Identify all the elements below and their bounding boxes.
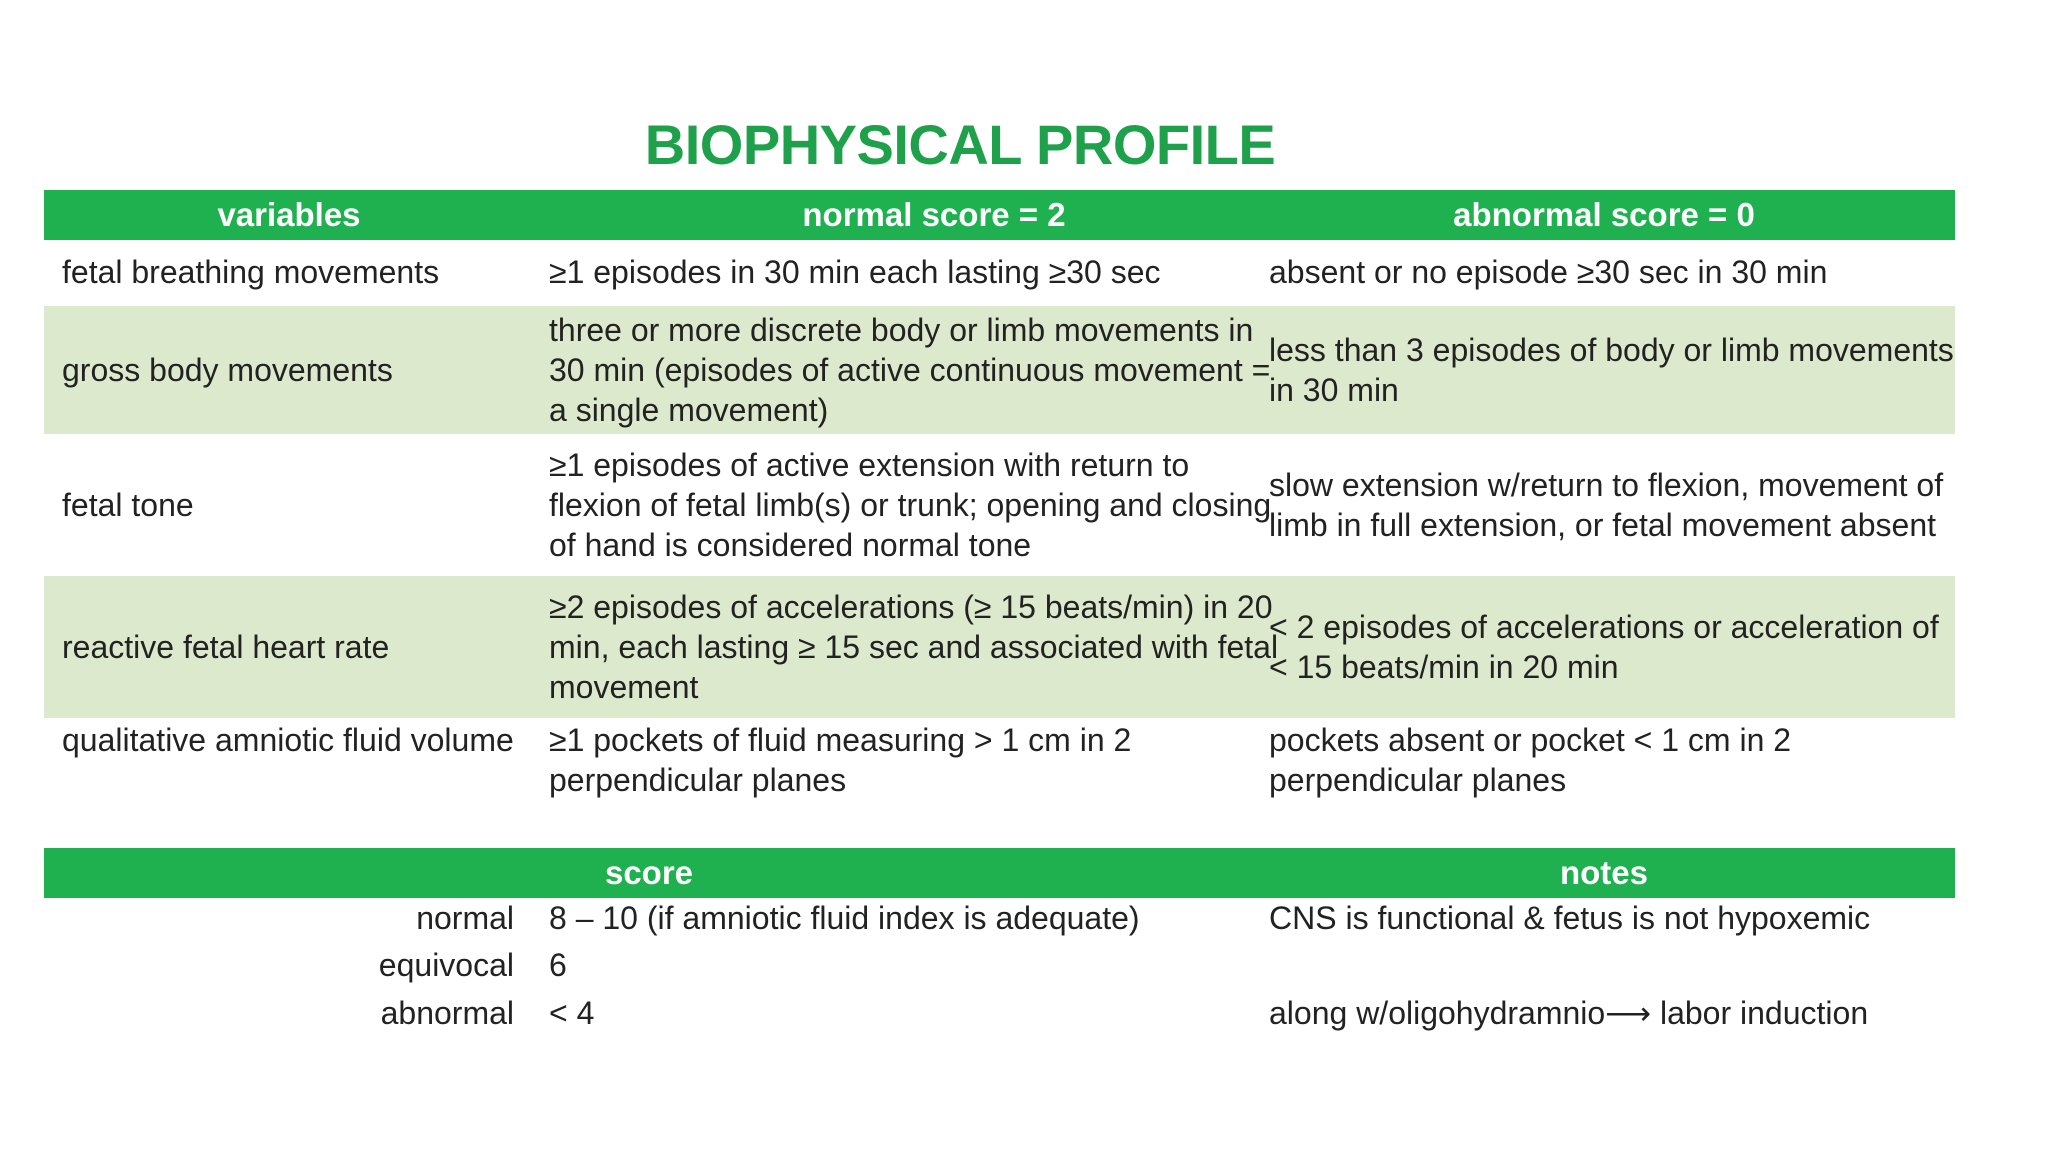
variable-cell: reactive fetal heart rate — [62, 629, 390, 665]
table-header — [44, 190, 1955, 240]
abnormal-cell: absent or no episode ≥30 sec in 30 min — [1269, 254, 1828, 290]
table-row — [44, 720, 1955, 810]
normal-cell: three or more discrete body or limb movements in 30 min (episodes of active continuous movement = a single movement) — [549, 312, 1271, 428]
normal-cell: ≥1 episodes of active extension with return to flexion of fetal limb(s) or trunk; opening and closing of hand is considered normal tone — [549, 447, 1272, 563]
normal-cell: ≥2 episodes of accelerations (≥ 15 beats/min) in 20 min, each lasting ≥ 15 sec and associated with fetal movement — [549, 589, 1279, 705]
abnormal-cell: pockets absent or pocket < 1 cm in 2 perpendicular planes — [1269, 722, 1792, 798]
variable-cell: fetal tone — [62, 487, 194, 523]
table-row — [44, 306, 1955, 434]
variable-cell: qualitative amniotic fluid volume — [62, 722, 514, 758]
abnormal-cell: less than 3 episodes of body or limb movements in 30 min — [1269, 332, 1954, 408]
table-row — [44, 242, 1955, 302]
abnormal-cell: < 2 episodes of accelerations or acceleration of < 15 beats/min in 20 min — [1269, 609, 1939, 685]
normal-cell: ≥1 pockets of fluid measuring > 1 cm in 2 perpendicular planes — [549, 722, 1132, 798]
header-notes: notes — [1559, 854, 1648, 891]
abnormal-cell: slow extension w/return to flexion, movement of limb in full extension, or fetal movement absent — [1269, 467, 1944, 543]
header-normal-score: normal score = 2 — [802, 196, 1066, 233]
table-row — [44, 440, 1955, 570]
score-note: CNS is functional & fetus is not hypoxemic — [1269, 900, 1871, 936]
header-score: score — [604, 854, 694, 891]
table-row — [44, 576, 1955, 718]
score-label: normal — [416, 900, 514, 936]
score-value: 8 – 10 (if amniotic fluid index is adequate) — [549, 900, 1140, 936]
variable-cell: gross body movements — [62, 352, 393, 388]
variable-cell: fetal breathing movements — [62, 254, 440, 290]
header-variables: variables — [217, 196, 361, 233]
score-label: equivocal — [378, 947, 514, 983]
normal-cell: ≥1 episodes in 30 min each lasting ≥30 sec — [549, 254, 1161, 290]
score-value: < 4 — [549, 995, 595, 1031]
score-label: abnormal — [380, 995, 514, 1031]
score-value: 6 — [549, 947, 567, 983]
score-note: along w/oligohydramnio⟶ labor induction — [1269, 995, 1869, 1031]
score-header — [44, 848, 1955, 898]
header-abnormal-score: abnormal score = 0 — [1453, 196, 1755, 233]
page-title: BIOPHYSICAL PROFILE — [644, 113, 1276, 176]
